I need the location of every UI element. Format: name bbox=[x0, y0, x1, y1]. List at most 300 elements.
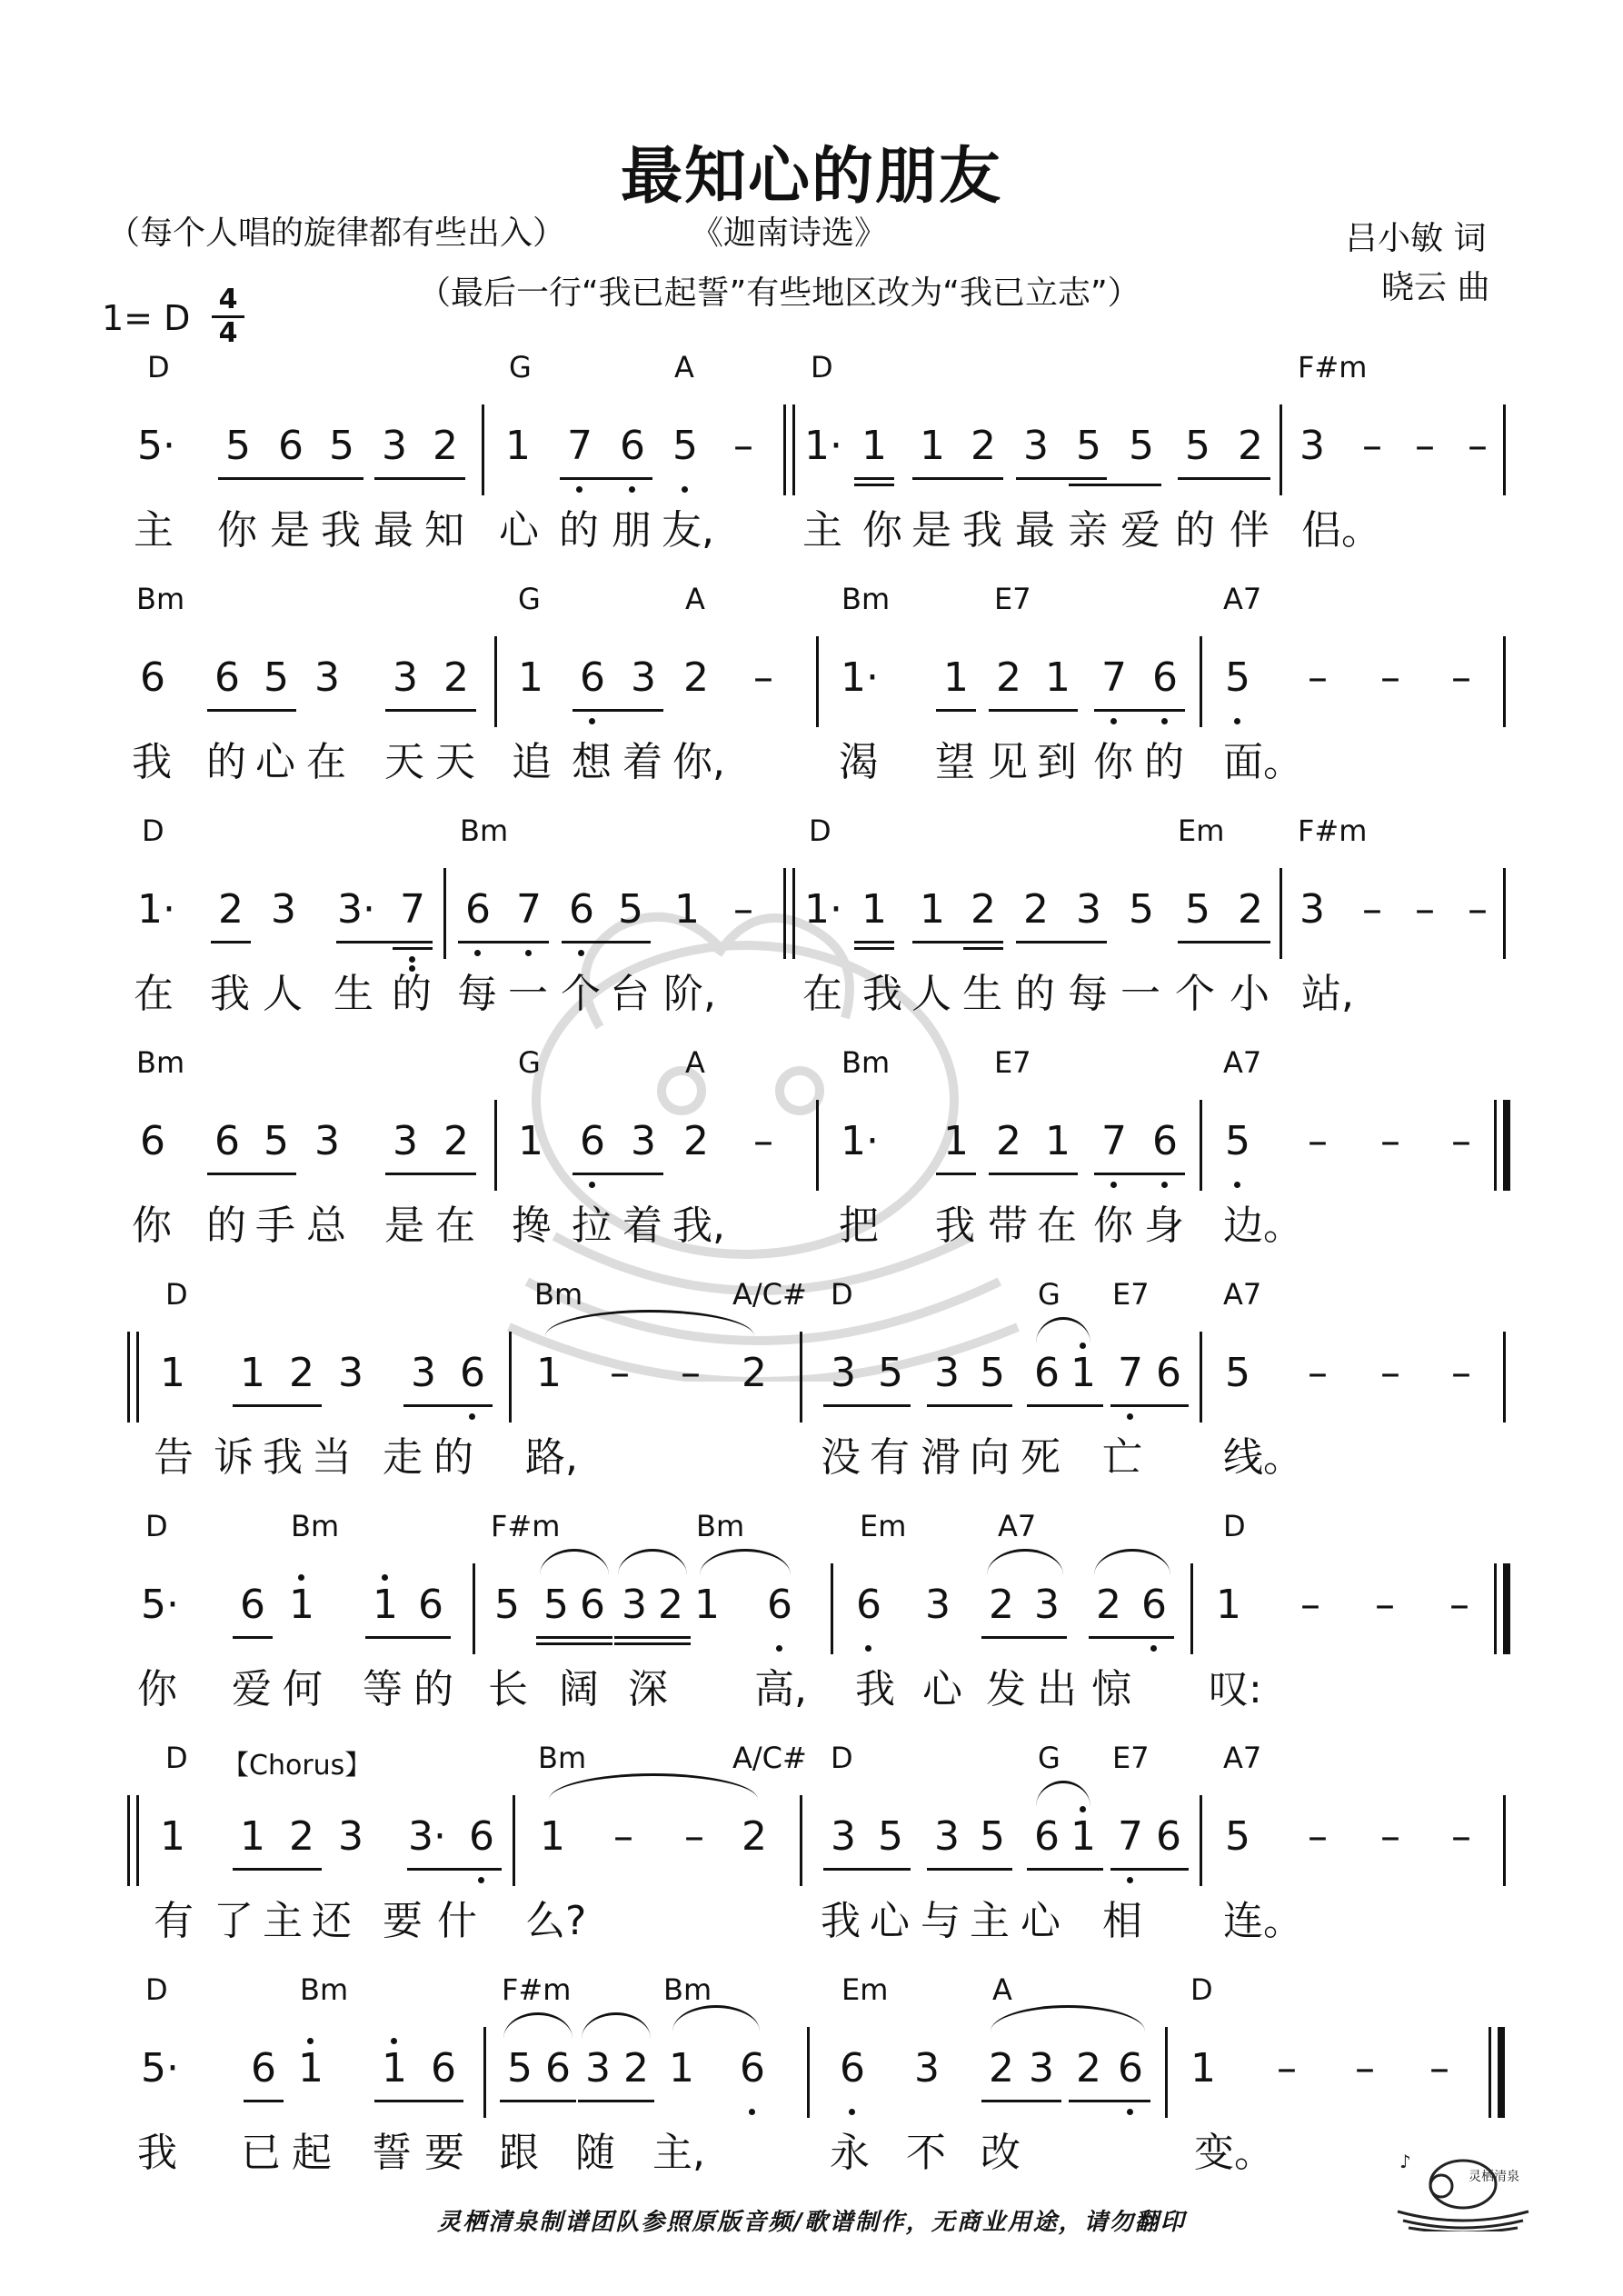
chord: D bbox=[145, 1509, 168, 1543]
note: – bbox=[681, 1350, 701, 1396]
lyric: 滑 bbox=[921, 1434, 961, 1481]
note: 1 bbox=[382, 2045, 407, 2091]
note: 6 bbox=[840, 2045, 865, 2091]
lyric: 要 bbox=[424, 2130, 464, 2176]
note: 1 bbox=[943, 1118, 969, 1164]
chord: D bbox=[142, 814, 164, 848]
key-signature: 1= D bbox=[102, 298, 191, 338]
note: – bbox=[1277, 2045, 1297, 2091]
lyric: 线。 bbox=[1223, 1434, 1303, 1481]
note: 2 bbox=[289, 1813, 314, 1860]
chord: Bm bbox=[534, 1277, 583, 1312]
note: 2 bbox=[1023, 886, 1049, 933]
chord: F#m bbox=[1298, 814, 1368, 848]
note: 1 bbox=[1070, 1813, 1096, 1860]
chord: Em bbox=[860, 1509, 907, 1543]
note: 6 bbox=[1118, 2045, 1143, 2091]
barline bbox=[783, 404, 786, 495]
lyric: 爱 bbox=[1120, 507, 1160, 554]
lyric: 的 bbox=[559, 507, 599, 554]
music-system-7 bbox=[0, 1741, 1623, 1959]
lyric: 你 bbox=[137, 1666, 177, 1712]
note: 1 bbox=[540, 1813, 565, 1860]
note-left: （每个人唱的旋律都有些出入） bbox=[107, 215, 566, 252]
note: 6 bbox=[580, 654, 605, 701]
note: – bbox=[1375, 1582, 1395, 1628]
chord: D bbox=[147, 350, 170, 384]
lyric: 主 bbox=[802, 507, 842, 554]
note: 7 bbox=[1118, 1813, 1143, 1860]
lyric: 我 bbox=[137, 2130, 177, 2176]
lyric: 的 bbox=[206, 1203, 246, 1249]
lyric: 生 bbox=[962, 971, 1002, 1017]
music-system-5 bbox=[0, 1277, 1623, 1495]
note: – bbox=[1451, 1350, 1471, 1396]
lyric: 望 bbox=[935, 739, 975, 785]
note: 6 bbox=[251, 2045, 276, 2091]
barline bbox=[1503, 1332, 1506, 1423]
lyric: 我 bbox=[210, 971, 250, 1017]
note: 2 bbox=[1096, 1582, 1121, 1628]
lyric: 亲 bbox=[1068, 507, 1108, 554]
note: 5 bbox=[494, 1582, 520, 1628]
lyric: 每 bbox=[457, 971, 497, 1017]
note: 2 bbox=[658, 1582, 683, 1628]
lyric: 最 bbox=[1015, 507, 1055, 554]
note: 2 bbox=[1076, 2045, 1101, 2091]
chord: D bbox=[831, 1277, 853, 1312]
note: – bbox=[733, 886, 753, 933]
lyric: 在 bbox=[306, 739, 346, 785]
lyric: 有 bbox=[154, 1898, 194, 1944]
lyric: 我, bbox=[672, 1203, 725, 1249]
copyright-footer: 灵栖清泉制谱团队参照原版音频/歌谱制作，无商业用途，请勿翻印 bbox=[437, 2209, 1186, 2236]
note: 6 bbox=[767, 1582, 792, 1628]
lyric: 人 bbox=[911, 971, 951, 1017]
note: 1· bbox=[137, 886, 175, 933]
lyric: 我 bbox=[321, 507, 361, 554]
note: 3 bbox=[934, 1813, 960, 1860]
note-center: （最后一行“我已起誓”有些地区改为“我已立志”） bbox=[418, 275, 1140, 312]
note: 3 bbox=[1023, 423, 1049, 469]
note: 3 bbox=[1034, 1582, 1060, 1628]
lyric: 的 bbox=[1175, 507, 1215, 554]
lyric: 天 bbox=[384, 739, 424, 785]
note: 3 bbox=[831, 1813, 856, 1860]
note: 2 bbox=[683, 654, 709, 701]
barline bbox=[1503, 1795, 1506, 1886]
chord: E7 bbox=[994, 1045, 1031, 1080]
chord: Em bbox=[1178, 814, 1225, 848]
lyric: 小 bbox=[1230, 971, 1270, 1017]
note: 3 bbox=[622, 1582, 647, 1628]
note: – bbox=[684, 1813, 704, 1860]
note: 6 bbox=[240, 1582, 265, 1628]
lyric: 一 bbox=[1120, 971, 1160, 1017]
lyric: 叹: bbox=[1209, 1666, 1262, 1712]
note: 2 bbox=[1238, 423, 1263, 469]
lamb-logo bbox=[1390, 2141, 1536, 2231]
note: – bbox=[1380, 1118, 1400, 1164]
lyric: 总 bbox=[306, 1203, 346, 1249]
chord: D bbox=[1223, 1509, 1246, 1543]
note: 3 bbox=[338, 1350, 363, 1396]
note: 7 bbox=[516, 886, 542, 933]
note: – bbox=[1415, 886, 1435, 933]
lyric: 爱 bbox=[232, 1666, 272, 1712]
barline bbox=[807, 2027, 810, 2118]
note: 6 bbox=[460, 1350, 485, 1396]
note: 3 bbox=[271, 886, 296, 933]
note: – bbox=[1362, 886, 1382, 933]
note: 2 bbox=[443, 654, 469, 701]
lyric: 还 bbox=[312, 1898, 352, 1944]
lyric: 誓 bbox=[372, 2130, 412, 2176]
note: 3 bbox=[1299, 886, 1325, 933]
chord: E7 bbox=[1112, 1277, 1150, 1312]
barline bbox=[800, 1332, 802, 1423]
barline bbox=[831, 1563, 833, 1654]
note: 3 bbox=[314, 654, 340, 701]
note: 6 bbox=[1034, 1813, 1060, 1860]
note: 6 bbox=[1152, 654, 1178, 701]
note: 1 bbox=[518, 654, 543, 701]
lyricist-credit: 吕小敏 词 bbox=[1345, 220, 1487, 257]
lyric: 渴 bbox=[839, 739, 879, 785]
note: 1 bbox=[536, 1350, 562, 1396]
lyric: 个 bbox=[1175, 971, 1215, 1017]
note: 1 bbox=[920, 423, 945, 469]
barline bbox=[1200, 636, 1202, 727]
barline bbox=[1503, 636, 1506, 727]
lyric: 朋 bbox=[612, 507, 652, 554]
note: 2 bbox=[623, 2045, 649, 2091]
lyric: 心 bbox=[922, 1666, 962, 1712]
note: 6 bbox=[214, 1118, 240, 1164]
music-system-8 bbox=[0, 1972, 1623, 2191]
note: 3 bbox=[338, 1813, 363, 1860]
note: 7 bbox=[1101, 654, 1127, 701]
time-sig-bottom: 4 bbox=[218, 317, 238, 349]
lyric: 告 bbox=[154, 1434, 194, 1481]
barline bbox=[494, 1100, 497, 1191]
lyric: 是 bbox=[911, 507, 951, 554]
lyric: 的 bbox=[206, 739, 246, 785]
lyric: 到 bbox=[1037, 739, 1077, 785]
time-sig-top: 4 bbox=[218, 284, 238, 315]
note: 2 bbox=[989, 1582, 1014, 1628]
chord: Bm bbox=[841, 1045, 891, 1080]
lyric: 当 bbox=[312, 1434, 352, 1481]
lyric: 着 bbox=[622, 739, 662, 785]
note: 3 bbox=[382, 423, 407, 469]
note: 6 bbox=[278, 423, 304, 469]
barline bbox=[1279, 868, 1282, 959]
chord: E7 bbox=[994, 582, 1031, 616]
note: 2 bbox=[443, 1118, 469, 1164]
note: – bbox=[1380, 654, 1400, 701]
note: 1 bbox=[1216, 1582, 1241, 1628]
music-system-1 bbox=[0, 350, 1623, 568]
final-barline bbox=[1489, 2027, 1491, 2118]
lyric: 见 bbox=[988, 739, 1028, 785]
music-system-3 bbox=[0, 814, 1623, 1032]
lyric: 阔 bbox=[559, 1666, 599, 1712]
note: 2 bbox=[989, 2045, 1014, 2091]
note: 5 bbox=[1225, 1813, 1250, 1860]
lyric: 手 bbox=[255, 1203, 295, 1249]
lyric: 已 bbox=[241, 2130, 281, 2176]
lyric: 友, bbox=[662, 507, 714, 554]
note: 1 bbox=[669, 2045, 694, 2091]
barline bbox=[1503, 404, 1506, 495]
note: 3 bbox=[1076, 886, 1101, 933]
lyric: 你 bbox=[1093, 739, 1133, 785]
note: 2 bbox=[996, 654, 1021, 701]
note: 1 bbox=[694, 1582, 720, 1628]
lyric: 拉 bbox=[572, 1203, 612, 1249]
chord: F#m bbox=[1298, 350, 1368, 384]
lyric: 了 bbox=[214, 1898, 254, 1944]
note: 5 bbox=[1129, 886, 1154, 933]
barline bbox=[509, 1332, 512, 1423]
lyric: 有 bbox=[870, 1434, 910, 1481]
note: 6 bbox=[569, 886, 594, 933]
lyric: 我 bbox=[263, 1434, 303, 1481]
barline bbox=[1503, 868, 1506, 959]
note: 3 bbox=[631, 654, 656, 701]
chord: A bbox=[685, 1045, 705, 1080]
music-system-2 bbox=[0, 582, 1623, 800]
lyric: 站, bbox=[1301, 971, 1354, 1017]
note: 5 bbox=[980, 1350, 1005, 1396]
note: 5 bbox=[878, 1350, 903, 1396]
time-signature bbox=[212, 285, 244, 348]
lyric: 你 bbox=[217, 507, 257, 554]
lyric: 的 bbox=[392, 971, 432, 1017]
lyric: 着 bbox=[622, 1203, 662, 1249]
lyric: 与 bbox=[921, 1898, 961, 1944]
note: 1· bbox=[841, 654, 879, 701]
chord: A7 bbox=[1223, 1045, 1262, 1080]
chord: Bm bbox=[696, 1509, 745, 1543]
chord: Bm bbox=[136, 1045, 185, 1080]
note: – bbox=[1451, 1813, 1471, 1860]
note: 3 bbox=[314, 1118, 340, 1164]
note: – bbox=[753, 1118, 773, 1164]
lyric: 侣。 bbox=[1301, 507, 1381, 554]
note: – bbox=[1308, 1813, 1328, 1860]
note: 1 bbox=[160, 1350, 185, 1396]
chord: A/C# bbox=[732, 1277, 807, 1312]
music-system-6 bbox=[0, 1509, 1623, 1727]
barline bbox=[783, 868, 786, 959]
chord: A7 bbox=[1223, 1741, 1262, 1775]
barline bbox=[1190, 1563, 1193, 1654]
barline bbox=[1200, 1795, 1202, 1886]
note: – bbox=[1380, 1350, 1400, 1396]
lyric: 是 bbox=[384, 1203, 424, 1249]
note: 5 bbox=[264, 1118, 289, 1164]
note: 2 bbox=[742, 1350, 767, 1396]
lyric: 跟 bbox=[499, 2130, 539, 2176]
lyric: 在 bbox=[802, 971, 842, 1017]
note: 2 bbox=[971, 423, 996, 469]
repeat-barline bbox=[127, 1795, 130, 1886]
note: 6 bbox=[740, 2045, 765, 2091]
note: 5 bbox=[507, 2045, 533, 2091]
note: 5 bbox=[1185, 886, 1210, 933]
chord: Bm bbox=[663, 1972, 712, 2007]
lyric: 发 bbox=[986, 1666, 1026, 1712]
lyric: 诉 bbox=[214, 1434, 254, 1481]
note: 3 bbox=[411, 1350, 436, 1396]
lyric: 要 bbox=[383, 1898, 423, 1944]
note: 1 bbox=[861, 886, 887, 933]
lyric: 你 bbox=[1093, 1203, 1133, 1249]
note: 5 bbox=[1225, 1350, 1250, 1396]
note: – bbox=[1308, 654, 1328, 701]
note: 5 bbox=[672, 423, 698, 469]
lyric: 心 bbox=[870, 1898, 910, 1944]
note: 5 bbox=[1225, 1118, 1250, 1164]
note: 6 bbox=[580, 1582, 605, 1628]
note: 5· bbox=[141, 1582, 179, 1628]
chord: E7 bbox=[1112, 1741, 1150, 1775]
note: – bbox=[1308, 1350, 1328, 1396]
lyric: 死 bbox=[1021, 1434, 1060, 1481]
lyric: 主 bbox=[134, 507, 174, 554]
note: 6 bbox=[418, 1582, 443, 1628]
lyric: 出 bbox=[1037, 1666, 1077, 1712]
lyric: 不 bbox=[906, 2130, 946, 2176]
note: 7 bbox=[1101, 1118, 1127, 1164]
lyric: 路, bbox=[525, 1434, 578, 1481]
barline bbox=[1279, 404, 1282, 495]
note: 1 bbox=[240, 1813, 265, 1860]
lyric: 的 bbox=[1144, 739, 1184, 785]
note: 1 bbox=[505, 423, 531, 469]
note: 6 bbox=[545, 2045, 571, 2091]
note: 6 bbox=[1156, 1350, 1181, 1396]
chord: G bbox=[518, 1045, 541, 1080]
note: 2 bbox=[1238, 886, 1263, 933]
lyric: 长 bbox=[488, 1666, 528, 1712]
note: 6 bbox=[580, 1118, 605, 1164]
collection-name: 《迦南诗选》 bbox=[691, 215, 888, 252]
note: 2 bbox=[971, 886, 996, 933]
lyric: 天 bbox=[435, 739, 475, 785]
chord: D bbox=[1190, 1972, 1213, 2007]
composer-credit: 晓云 曲 bbox=[1381, 269, 1490, 306]
lyric: 变。 bbox=[1194, 2130, 1274, 2176]
barline bbox=[1200, 1332, 1202, 1423]
lyric: 么? bbox=[525, 1898, 587, 1944]
note: – bbox=[1451, 1118, 1471, 1164]
note: – bbox=[1468, 423, 1488, 469]
note: 1 bbox=[861, 423, 887, 469]
note: – bbox=[753, 654, 773, 701]
chord: G bbox=[518, 582, 541, 616]
lyric: 相 bbox=[1102, 1898, 1142, 1944]
note: 6 bbox=[1156, 1813, 1181, 1860]
note: 1 bbox=[160, 1813, 185, 1860]
chord: A bbox=[992, 1972, 1012, 2007]
chord: A bbox=[674, 350, 694, 384]
note: – bbox=[610, 1350, 630, 1396]
note: 1 bbox=[298, 2045, 324, 2091]
note: – bbox=[1355, 2045, 1375, 2091]
repeat-barline bbox=[127, 1332, 130, 1423]
chord: A7 bbox=[1223, 1277, 1262, 1312]
lyric: 追 bbox=[512, 739, 552, 785]
note: 2 bbox=[996, 1118, 1021, 1164]
note: 6 bbox=[431, 2045, 456, 2091]
lyric: 起 bbox=[292, 2130, 332, 2176]
logo-text: 灵栖清泉 bbox=[1469, 2170, 1519, 2184]
note: 1 bbox=[1045, 654, 1070, 701]
lyric: 我 bbox=[855, 1666, 895, 1712]
chord: Bm bbox=[300, 1972, 349, 2007]
note: 5 bbox=[1076, 423, 1101, 469]
lyric: 面。 bbox=[1223, 739, 1303, 785]
note: 1 bbox=[674, 886, 700, 933]
song-title: 最知心的朋友 bbox=[620, 141, 1002, 213]
lyric: 把 bbox=[839, 1203, 879, 1249]
lyric: 向 bbox=[970, 1434, 1010, 1481]
chord: D bbox=[165, 1277, 188, 1312]
lyric: 等 bbox=[363, 1666, 403, 1712]
note: 5 bbox=[1129, 423, 1154, 469]
barline bbox=[443, 868, 446, 959]
lyric: 带 bbox=[988, 1203, 1028, 1249]
barline bbox=[800, 1795, 802, 1886]
lyric: 没 bbox=[821, 1434, 861, 1481]
lyric: 心 bbox=[255, 739, 295, 785]
note: 7 bbox=[400, 886, 425, 933]
note: 5 bbox=[329, 423, 354, 469]
chord: Bm bbox=[460, 814, 509, 848]
chord: F#m bbox=[502, 1972, 572, 2007]
note: 1· bbox=[804, 886, 842, 933]
lyric: 个 bbox=[561, 971, 601, 1017]
chord: G bbox=[1038, 1741, 1060, 1775]
music-system-4 bbox=[0, 1045, 1623, 1263]
lyric: 在 bbox=[1037, 1203, 1077, 1249]
note: 5 bbox=[1185, 423, 1210, 469]
lyric: 我 bbox=[132, 739, 172, 785]
note: 3· bbox=[408, 1813, 446, 1860]
note: 1 bbox=[240, 1350, 265, 1396]
note: 5 bbox=[618, 886, 643, 933]
barline bbox=[482, 404, 484, 495]
lyric: 主, bbox=[652, 2130, 705, 2176]
note: 3· bbox=[337, 886, 375, 933]
lyric: 主 bbox=[263, 1898, 303, 1944]
chord: A/C# bbox=[732, 1741, 807, 1775]
svg-text:♪: ♪ bbox=[1399, 2151, 1411, 2172]
note: 1 bbox=[1190, 2045, 1216, 2091]
note: 5· bbox=[141, 2045, 179, 2091]
note: 1 bbox=[943, 654, 969, 701]
note: 5 bbox=[980, 1813, 1005, 1860]
lyric: 你 bbox=[132, 1203, 172, 1249]
lyric: 一 bbox=[508, 971, 548, 1017]
note: 7 bbox=[567, 423, 592, 469]
chord: D bbox=[831, 1741, 853, 1775]
lyric: 人 bbox=[263, 971, 303, 1017]
chord: G bbox=[1038, 1277, 1060, 1312]
